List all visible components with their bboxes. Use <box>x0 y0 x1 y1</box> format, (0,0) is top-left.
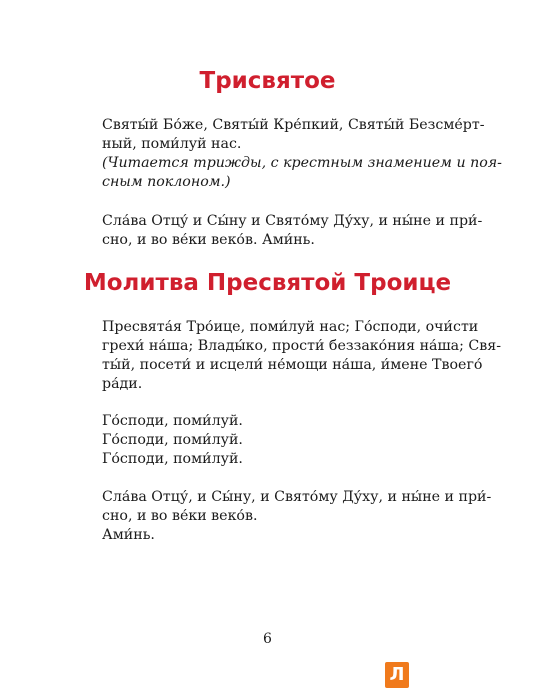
text-line: Сла́ва Отцу́ и Сы́ну и Свято́му Ду́ху, и ны́не и при́- <box>102 213 483 229</box>
text-line: Пресвята́я Тро́ице, поми́луй нас; Го́споди, очи́сти <box>102 319 479 335</box>
text-line: Ами́нь. <box>102 527 155 543</box>
text-line: Сла́ва Отцу́, и Сы́ну, и Свято́му Ду́ху, и ны́не и при́- <box>102 489 492 505</box>
section-title-trisagion: Трисвятое <box>199 68 336 94</box>
text-line: ра́ди. <box>102 376 143 392</box>
text-line: ты́й, посети́ и исцели́ не́мощи на́ша, и́мене Твоего́ <box>102 357 483 373</box>
text-line: Го́споди, поми́луй. <box>102 451 243 467</box>
text-line: сным поклоном.) <box>102 174 231 190</box>
text-line: (Читается трижды, с крестным знамением и поя- <box>102 155 502 171</box>
trinity-prayer <box>102 318 501 394</box>
glory-be-prayer <box>102 488 491 545</box>
rubric-note <box>102 154 502 192</box>
section-title-trinity-prayer: Молитва Пресвятой Троице <box>83 270 452 296</box>
glory-be-prayer <box>102 212 482 250</box>
text-line: сно, и во ве́ки веко́в. Ами́нь. <box>102 232 315 248</box>
text-line: ный, поми́луй нас. <box>102 136 242 152</box>
text-line: Го́споди, поми́луй. <box>102 413 243 429</box>
text-line: Святы́й Бо́же, Святы́й Кре́пкий, Святы́й Безсме́рт- <box>102 117 485 133</box>
publisher-logo-icon: Л <box>385 662 409 688</box>
text-line: грехи́ на́ша; Влады́ко, прости́ беззако́ния на́ша; Свя- <box>102 338 502 354</box>
kyrie-eleison <box>102 412 243 469</box>
text-line: сно, и во ве́ки веко́в. <box>102 508 258 524</box>
text-line: Го́споди, поми́луй. <box>102 432 243 448</box>
trisagion-prayer <box>102 116 485 154</box>
page-number: 6 <box>263 631 272 647</box>
